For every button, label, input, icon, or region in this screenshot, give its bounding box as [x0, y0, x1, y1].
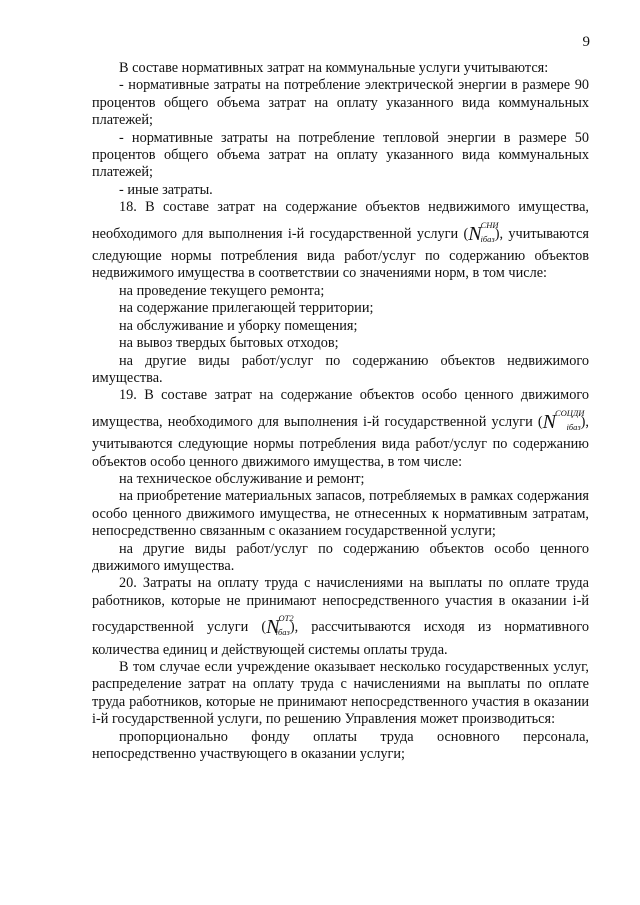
paragraph: - нормативные затраты на потребление тепловой энергии в размере 50 процентов общего объема затрат на оплату указанного вида коммунальных платежей;	[92, 129, 589, 181]
paragraph-text: ), учитываются следующие нормы потребления вида работ/услуг по содержанию объектов недвижимого имущества в соответствии со значениями норм, в том числе:	[92, 225, 589, 282]
formula-socdi: $N^{СОЦДИ}_{iбаз}$	[542, 407, 585, 433]
paragraph-text: ), рассчитываются исходя из нормативного количества единиц и действующей системы оплаты труда.	[92, 619, 589, 658]
list-item: на другие виды работ/услуг по содержанию объектов недвижимого имущества.	[92, 352, 589, 386]
paragraph-text: 18. В составе затрат на содержание объектов недвижимого имущества, необходимого для выполнения i-й государственной услуги (	[92, 199, 589, 242]
formula-ot2: $N^{ОТ2}_{iбаз}$	[266, 613, 294, 639]
page-number: 9	[582, 34, 590, 50]
list-item: на приобретение материальных запасов, потребляемых в рамках содержания особо ценного движимого имущества, не отнесенных к нормативным затратам, непосредственно связанным с оказанием государственной услуги;	[92, 488, 589, 540]
paragraph-19	[92, 387, 589, 471]
paragraph-text: 20. Затраты на оплату труда с начислениями на выплаты по оплате труда работников, которые не принимают непосредственного участия в оказании i-й государственной услуги (	[92, 575, 589, 636]
list-item: на техническое обслуживание и ремонт;	[119, 470, 365, 487]
paragraph-text: ), учитываются следующие нормы потребления вида работ/услуг по содержанию объектов особо ценного движимого имущества, в том числе:	[92, 413, 589, 470]
list-item: пропорционально фонду оплаты труда основного персонала, непосредственно участвующего в оказании услуги;	[92, 728, 589, 763]
paragraph-18	[92, 199, 589, 283]
paragraph-20	[92, 575, 589, 659]
paragraph: - иные затраты.	[119, 181, 213, 198]
paragraph: В том случае если учреждение оказывает несколько государственных услуг, распределение затрат на оплату труда с начислениями на выплаты по оплате труда работников, которые не принимают непосредственного участия в оказании i-й государственной услуги, по решению Управления может производиться:	[92, 659, 589, 728]
list-item: на другие виды работ/услуг по содержанию объектов особо ценного движимого имущества.	[92, 540, 589, 574]
list-item: на обслуживание и уборку помещения;	[119, 317, 358, 334]
paragraph: - нормативные затраты на потребление электрической энергии в размере 90 процентов общего объема затрат на оплату указанного вида коммунальных платежей;	[92, 77, 589, 129]
list-item: на содержание прилегающей территории;	[119, 300, 374, 317]
paragraph-text: 19. В составе затрат на содержание объектов особо ценного движимого имущества, необходимого для выполнения i-й государственной услуги (	[92, 387, 589, 430]
formula-sni: $N^{СНИ}_{iбаз}$	[468, 219, 499, 245]
list-item: на проведение текущего ремонта;	[119, 282, 325, 299]
paragraph: В составе нормативных затрат на коммунальные услуги учитываются:	[119, 60, 549, 76]
list-item: на вывоз твердых бытовых отходов;	[119, 335, 339, 352]
document-body	[92, 60, 589, 763]
